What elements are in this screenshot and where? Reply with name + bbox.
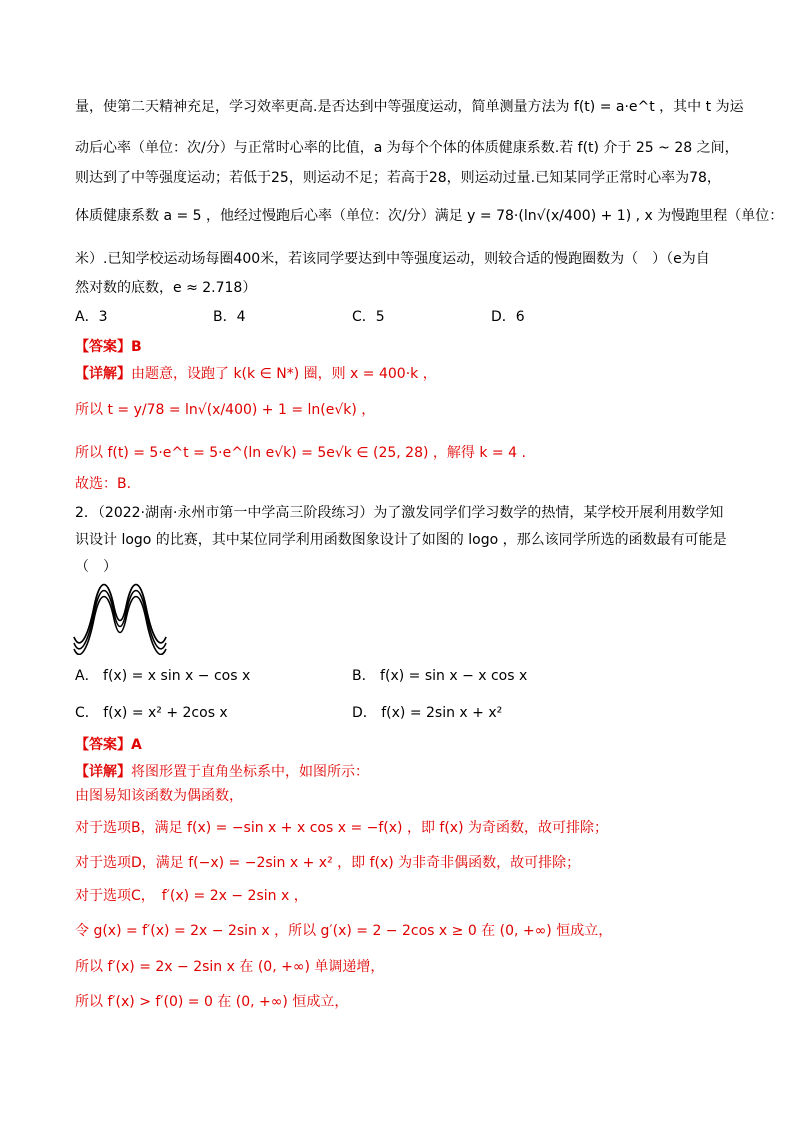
problem2-detail-6: 令 g(x) = f′(x) = 2x − 2sin x ，所以 g′(x) = 2 − 2cos x ≥ 0 在 (0, +∞) 恒成立， <box>75 923 613 939</box>
problem2-option-d: D． f(x) = 2sin x + x² <box>352 705 503 721</box>
problem1-line-2: 动后心率（单位：次/分）与正常时心率的比值，a 为每个个体的体质健康系数.若 f(t) 介于 25 ~ 28 之间， <box>75 140 739 156</box>
detail-text: 将图形置于直角坐标系中，如图所示： <box>131 764 369 780</box>
problem2-detail-2: 由图易知该函数为偶函数， <box>75 788 243 804</box>
detail-label: 【详解】 <box>75 764 131 780</box>
logo-figure <box>70 583 180 655</box>
problem1-detail-3: 所以 f(t) = 5·e^t = 5·e^(ln e√k) = 5e√k ∈ (25, 28) ，解得 k = 4 . <box>75 445 526 461</box>
problem2-option-c: C． f(x) = x² + 2cos x <box>75 705 228 721</box>
logo-curve-3 <box>74 585 166 643</box>
problem1-line-5: 米）.已知学校运动场每圈400米，若该同学要达到中等强度运动，则较合适的慢跑圈数为（ ）（e为自 <box>75 251 710 267</box>
answer-label: 【答案】 <box>75 339 131 355</box>
detail-text: 由题意，设跑了 k(k ∈ N*) 圈，则 x = 400·k ， <box>131 366 437 382</box>
problem2-detail-7: 所以 f′(x) = 2x − 2sin x 在 (0, +∞) 单调递增， <box>75 959 385 975</box>
problem1-detail-2: 所以 t = y/78 = ln√(x/400) + 1 = ln(e√k) ， <box>75 402 376 418</box>
problem1-line-3: 则达到了中等强度运动；若低于25，则运动不足；若高于28，则运动过量.已知某同学正常时心率为78， <box>75 170 721 186</box>
problem1-detail-1 <box>75 364 735 384</box>
problem1-option-c: C．5 <box>352 309 385 325</box>
problem1-option-b: B．4 <box>213 309 246 325</box>
problem2-answer <box>75 735 735 755</box>
problem2-detail-8: 所以 f′(x) > f′(0) = 0 在 (0, +∞) 恒成立， <box>75 994 349 1010</box>
problem2-detail-3: 对于选项B，满足 f(x) = −sin x + x cos x = −f(x) ，即 f(x) 为奇函数，故可排除； <box>75 820 608 836</box>
problem1-answer <box>75 337 735 357</box>
logo-curve-4 <box>74 597 166 655</box>
problem2-line-3: （ ） <box>75 559 117 575</box>
problem2-option-a: A． f(x) = x sin x − cos x <box>75 668 251 684</box>
problem1-detail-4: 故选：B. <box>75 476 132 492</box>
problem2-detail-5: 对于选项C， f′(x) = 2x − 2sin x ， <box>75 888 308 904</box>
problem1-option-d: D．6 <box>491 309 525 325</box>
answer-value: B <box>131 339 142 355</box>
problem2-detail-1 <box>75 762 735 782</box>
problem2-line-1: 2．（2022·湖南·永州市第一中学高三阶段练习）为了激发同学们学习数学的热情，某学校开展利用数学知 <box>75 505 724 521</box>
problem2-option-b: B． f(x) = sin x − x cos x <box>352 668 528 684</box>
answer-value: A <box>131 737 142 753</box>
answer-label: 【答案】 <box>75 737 131 753</box>
detail-label: 【详解】 <box>75 366 131 382</box>
problem1-line-1: 量，使第二天精神充足，学习效率更高.是否达到中等强度运动，简单测量方法为 f(t) = a·e^t ，其中 t 为运 <box>75 99 744 115</box>
problem2-line-2: 识设计 logo 的比赛，其中某位同学利用函数图象设计了如图的 logo ，那么该同学所选的函数最有可能是 <box>75 532 727 548</box>
logo-curve-2 <box>74 585 166 643</box>
problem2-detail-4: 对于选项D，满足 f(−x) = −2sin x + x² ，即 f(x) 为非奇非偶函数，故可排除； <box>75 855 581 871</box>
problem1-option-a: A．3 <box>75 309 108 325</box>
problem1-line-4: 体质健康系数 a = 5 ，他经过慢跑后心率（单位：次/分）满足 y = 78·(ln√(x/400) + 1) , x 为慢跑里程（单位： <box>75 208 784 224</box>
problem1-line-6: 然对数的底数，e ≈ 2.718） <box>75 280 257 296</box>
